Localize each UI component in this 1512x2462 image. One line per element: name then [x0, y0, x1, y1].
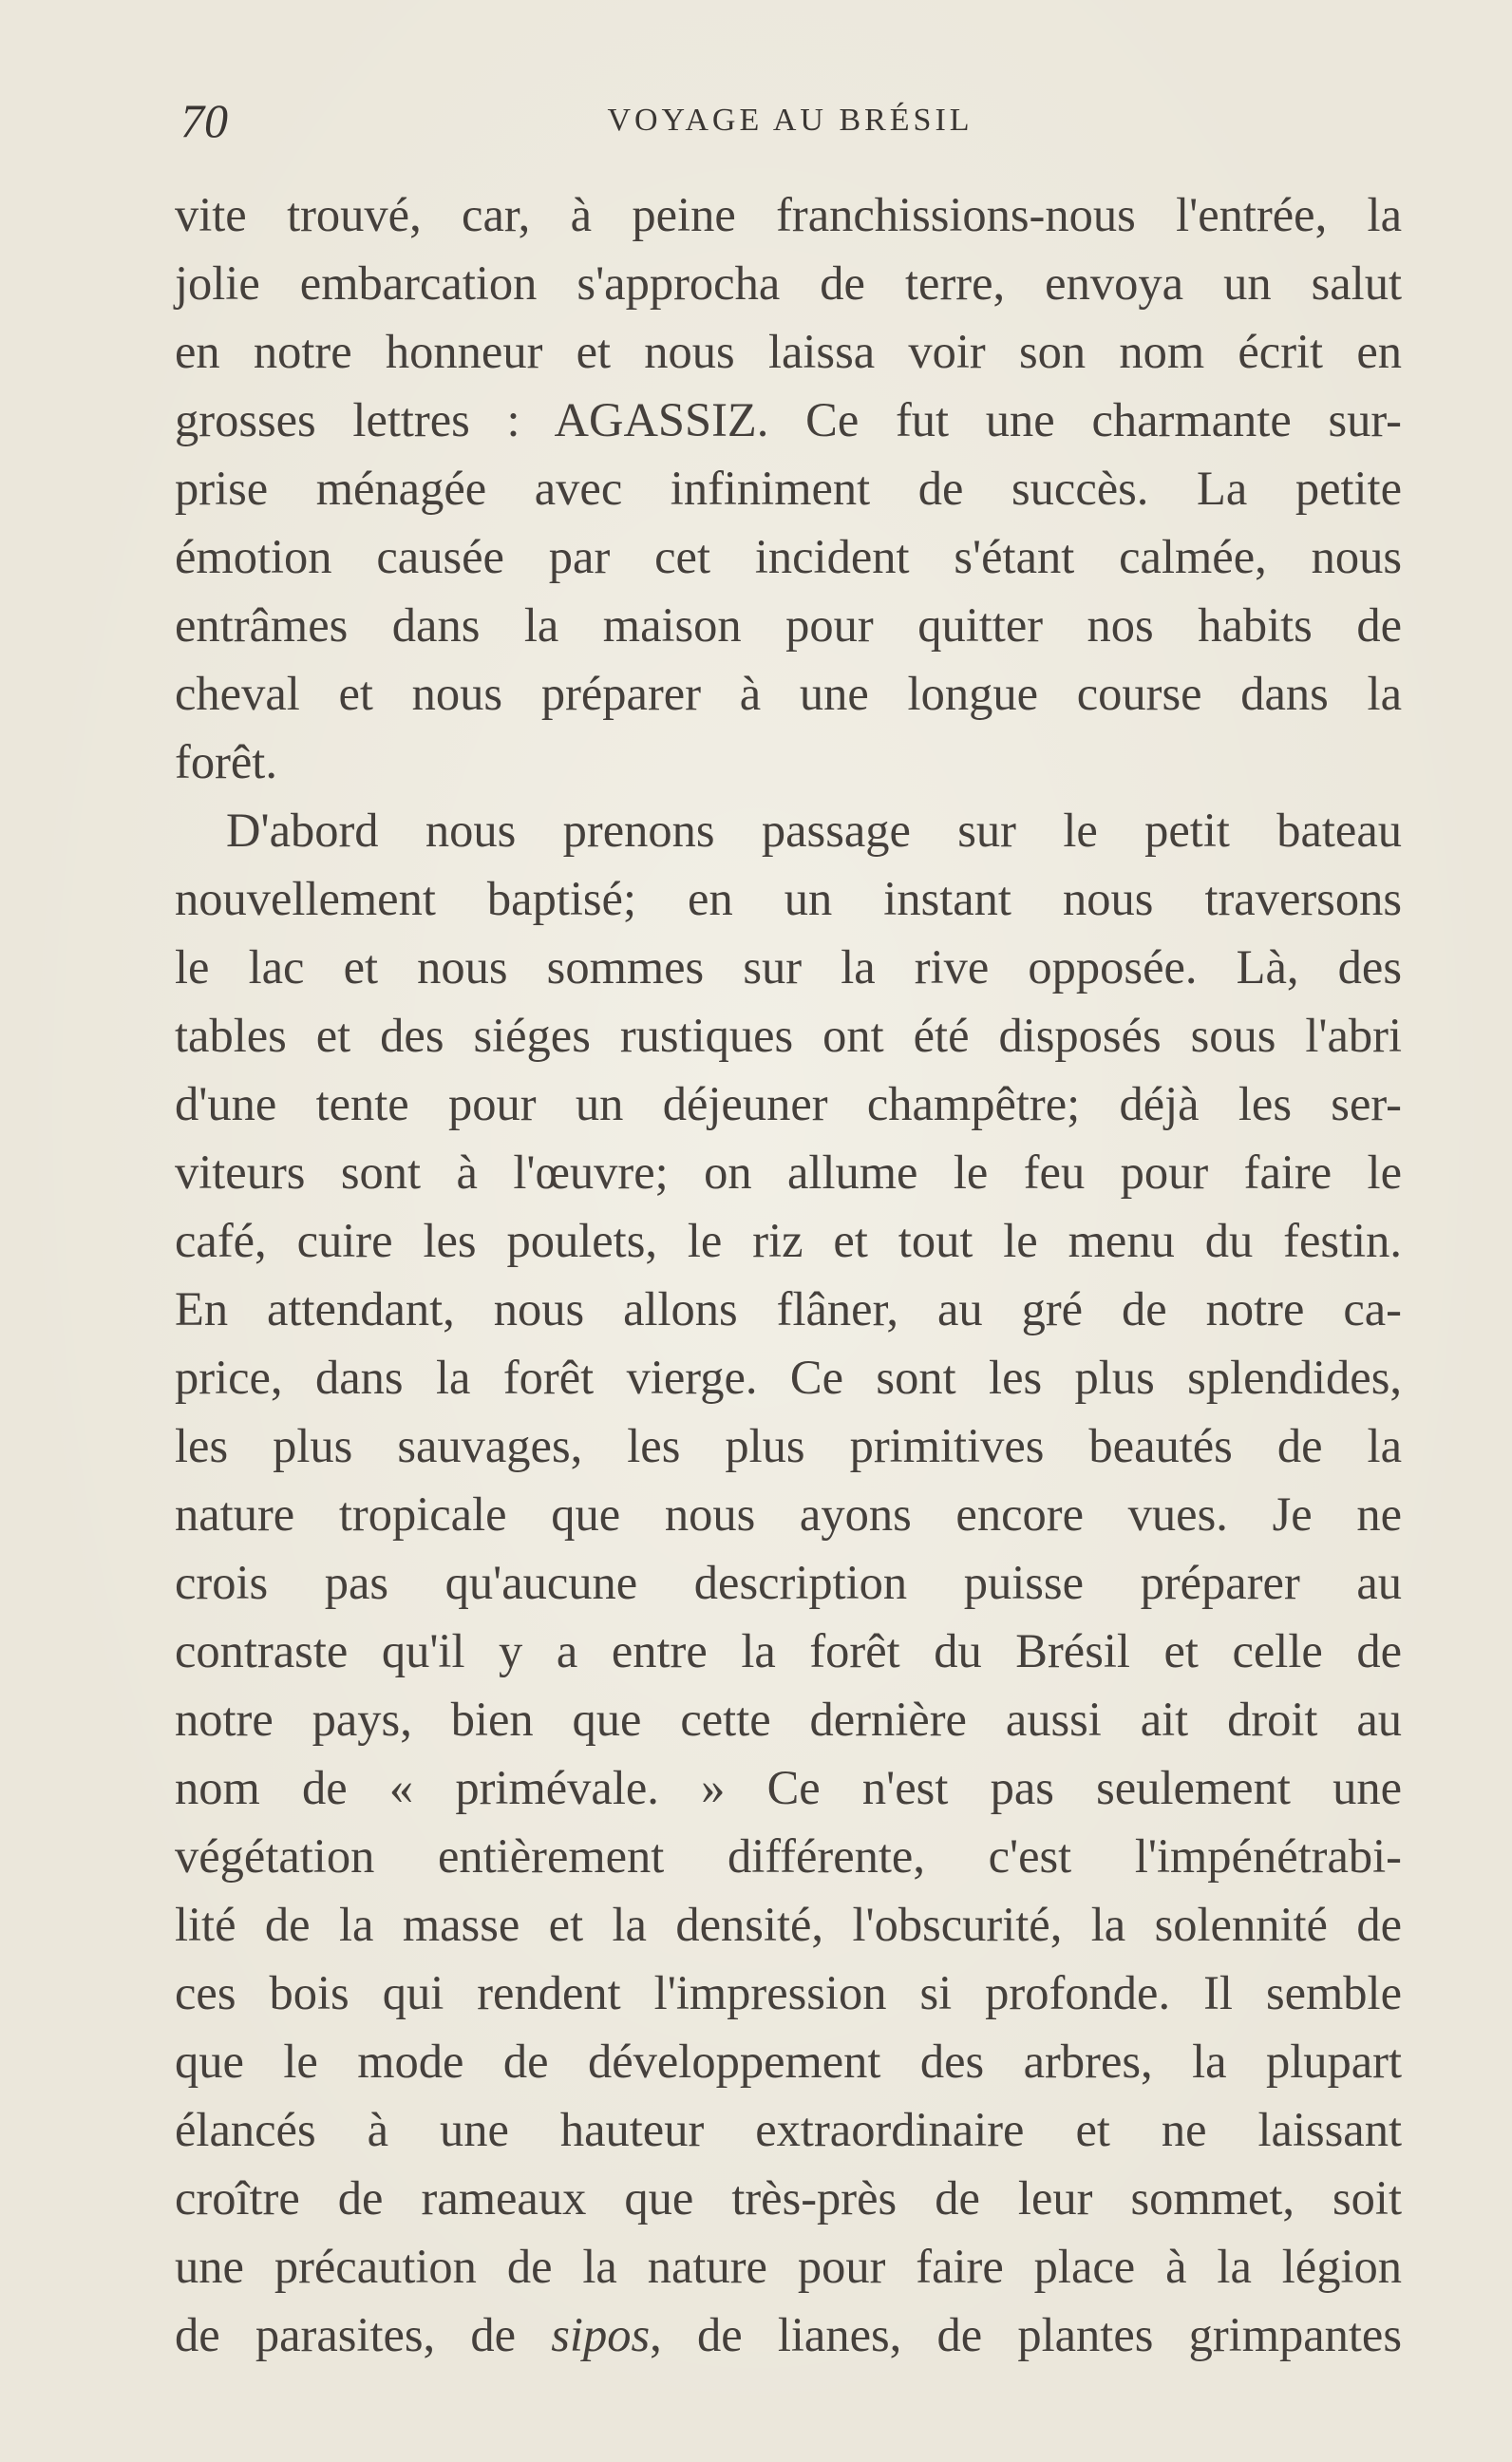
- text-line: D'abord nous prenons passage sur le petit bateau: [226, 804, 1402, 857]
- text-line: viteurs sont à l'œuvre; on allume le feu pour faire le: [175, 1146, 1402, 1199]
- text-line: notre pays, bien que cette dernière aussi ait droit au: [175, 1693, 1402, 1746]
- italic-word: sipos: [551, 2308, 651, 2361]
- text-segment: , de lianes, de plantes grimpantes: [650, 2308, 1402, 2361]
- text-line: crois pas qu'aucune description puisse préparer au: [175, 1556, 1402, 1609]
- text-line: le lac et nous sommes sur la rive opposée. Là, des: [175, 940, 1402, 994]
- text-line: contraste qu'il y a entre la forêt du Brésil et celle de: [175, 1624, 1402, 1677]
- text-line: élancés à une hauteur extraordinaire et ne laissant: [175, 2103, 1402, 2156]
- text-line: nature tropicale que nous ayons encore vues. Je ne: [175, 1487, 1402, 1541]
- page-number: 70: [180, 94, 228, 147]
- text-line: croître de rameaux que très-près de leur sommet, soit: [175, 2171, 1402, 2225]
- text-line: ces bois qui rendent l'impression si profonde. Il semble: [175, 1966, 1402, 2019]
- text-line: une précaution de la nature pour faire place à la légion: [175, 2240, 1402, 2293]
- text-line: café, cuire les poulets, le riz et tout le menu du festin.: [175, 1214, 1402, 1267]
- text-line: nom de « primévale. » Ce n'est pas seulement une: [175, 1761, 1402, 1814]
- text-line: tables et des siéges rustiques ont été disposés sous l'abri: [175, 1009, 1402, 1062]
- text-line: prise ménagée avec infiniment de succès. La petite: [175, 462, 1402, 515]
- page-header: [177, 87, 1402, 154]
- text-line: price, dans la forêt vierge. Ce sont les plus splendides,: [175, 1351, 1402, 1404]
- text-line: émotion causée par cet incident s'étant calmée, nous: [175, 530, 1402, 583]
- text-line: nouvellement baptisé; en un instant nous traversons: [175, 872, 1402, 925]
- text-line: lité de la masse et la densité, l'obscurité, la solennité de: [175, 1898, 1402, 1951]
- text-line: [175, 2301, 1402, 2369]
- body-text: [175, 180, 1402, 2369]
- running-head: VOYAGE AU BRÉSIL: [607, 103, 973, 138]
- text-line: jolie embarcation s'approcha de terre, envoya un salut: [175, 256, 1402, 310]
- text-line: végétation entièrement différente, c'est l'impénétrabi-: [175, 1829, 1402, 1883]
- text-line: que le mode de développement des arbres, la plupart: [175, 2035, 1402, 2088]
- text-line: d'une tente pour un déjeuner champêtre; déjà les ser-: [175, 1077, 1402, 1130]
- text-line: vite trouvé, car, à peine franchissions-nous l'entrée, la: [175, 188, 1402, 241]
- text-line: entrâmes dans la maison pour quitter nos habits de: [175, 598, 1402, 652]
- text-line: En attendant, nous allons flâner, au gré de notre ca-: [175, 1282, 1402, 1335]
- text-line: les plus sauvages, les plus primitives beautés de la: [175, 1419, 1402, 1472]
- text-segment: de parasites, de: [175, 2308, 552, 2361]
- text-line: cheval et nous préparer à une longue course dans la: [175, 667, 1402, 720]
- text-line: en notre honneur et nous laissa voir son nom écrit en: [175, 325, 1402, 378]
- text-line: grosses lettres : AGASSIZ. Ce fut une charmante sur-: [175, 393, 1402, 446]
- text-line: forêt.: [175, 735, 277, 788]
